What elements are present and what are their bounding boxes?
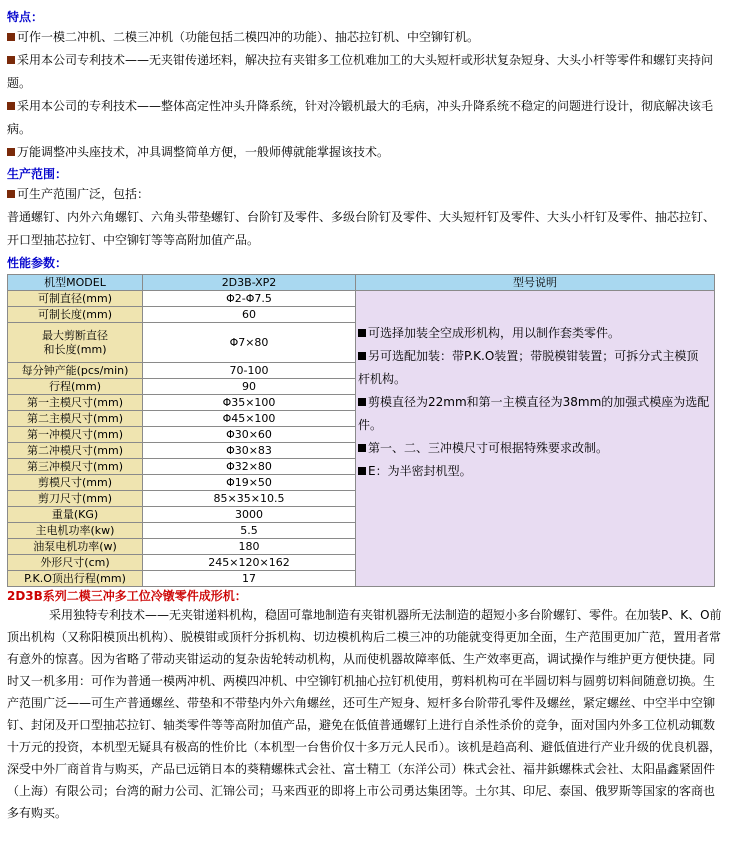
note-text: E：为半密封机型。 bbox=[368, 464, 472, 478]
scope-heading: 生产范围： bbox=[7, 167, 68, 181]
feature-item bbox=[7, 95, 723, 141]
params-heading: 性能参数： bbox=[7, 256, 68, 270]
bullet-icon bbox=[7, 190, 15, 198]
scope-intro-text: 可生产范围广泛，包括： bbox=[17, 187, 150, 201]
header-notes: 型号说明 bbox=[356, 275, 715, 291]
spec-value: 180 bbox=[143, 539, 356, 555]
scope-text: 普通螺钉、内外六角螺钉、六角头带垫螺钉、台阶钉及零件、多级台阶钉及零件、大头短杆钉及零件、大头小杆钉及零件、抽芯拉钉、开口型抽芯拉钉、中空铆钉等等高附加值产品。 bbox=[7, 210, 716, 247]
spec-value: 90 bbox=[143, 379, 356, 395]
spec-value: Φ2-Φ7.5 bbox=[143, 291, 356, 307]
spec-label: 主电机功率(kw) bbox=[8, 523, 143, 539]
spec-value: 85×35×10.5 bbox=[143, 491, 356, 507]
spec-value: 245×120×162 bbox=[143, 555, 356, 571]
spec-table bbox=[7, 274, 715, 587]
header-model-value: 2D3B-XP2 bbox=[143, 275, 356, 291]
bullet-icon bbox=[358, 444, 366, 452]
spec-value: Φ30×60 bbox=[143, 427, 356, 443]
feature-item bbox=[7, 49, 723, 95]
spec-body bbox=[8, 291, 715, 587]
spec-label: 第二冲模尺寸(mm) bbox=[8, 443, 143, 459]
spec-label: 重量(KG) bbox=[8, 507, 143, 523]
spec-value: Φ45×100 bbox=[143, 411, 356, 427]
spec-notes bbox=[356, 291, 715, 587]
spec-label: 第一冲模尺寸(mm) bbox=[8, 427, 143, 443]
spec-label: 可制长度(mm) bbox=[8, 307, 143, 323]
note-item bbox=[358, 345, 710, 391]
spec-label: 剪模尺寸(mm) bbox=[8, 475, 143, 491]
feature-text: 采用本公司的专利技术——整体高定性冲头升降系统，针对冷锻机最大的毛病，冲头升降系统不稳定的问题进行设计，彻底解决该毛病。 bbox=[7, 99, 714, 136]
header-model-label: 机型MODEL bbox=[8, 275, 143, 291]
note-item bbox=[358, 322, 710, 345]
features-list bbox=[7, 26, 723, 164]
description-text: 采用独特专利技术——无夹钳递料机构，稳固可靠地制造有夹钳机器所无法制造的超短小多台阶螺钉、零件。在加装P、K、O前顶出机构（又称阳模顶出机构）、脱模钳或顶杆分拆机构、切边模机构后二模三冲的功能就变得更加全面，生产范围更加广范，置用者常有意外的惊喜。因为省略了带动夹钳运动的复杂齿轮转动机构，从而使机器故障率低、生产效率更高，调试操作与维护更方便快捷。同时又一机多用：可作为普通一模两冲机、两模四冲机、中空铆钉机抽心拉钉机使用，剪料机构可在半圆切料与圆剪切料间随意切换。生产范围广泛——可生产普通螺丝、带垫和不带垫内外六角螺丝，还可生产短身、短杆多台阶带孔零件及螺丝，紧定螺丝、中空半中空铆钉、封闭及开口型抽芯拉钉、轴类零件等等高附加值产品，避免在低值普通螺钉上进行自杀性杀价的竞争，面对国内外多工位机动辄数十万元的投资，本机型无疑具有极高的性价比（本机型一台售价仅十多万元人民币）。该机是趋高利、避低值进行产业升级的优良机器，深受中外厂商首肯与购买，产品已远销日本的葵精螺株式会社、富士精工（东洋公司）株式会社、福井鋲螺株式会社、太阳晶鑫紧固件（上海）有限公司；台湾的耐力公司、汇锦公司；马来西亚的即将上市公司勇达集团等。土尔其、印尼、泰国、俄罗斯等国家的客商也多有购买。 bbox=[7, 608, 722, 820]
note-text: 剪模直径为22mm和第一主模直径为38mm的加强式模座为选配件。 bbox=[358, 395, 710, 432]
spec-value: Φ32×80 bbox=[143, 459, 356, 475]
spec-value: 60 bbox=[143, 307, 356, 323]
spec-label: P.K.O顶出行程(mm) bbox=[8, 571, 143, 587]
spec-label: 第二主模尺寸(mm) bbox=[8, 411, 143, 427]
scope-intro bbox=[7, 183, 723, 206]
bullet-icon bbox=[7, 56, 15, 64]
spec-value: Φ35×100 bbox=[143, 395, 356, 411]
page bbox=[7, 0, 723, 824]
bullet-icon bbox=[7, 33, 15, 41]
spec-value: 70-100 bbox=[143, 363, 356, 379]
features-heading: 特点： bbox=[7, 10, 44, 24]
feature-text: 可作一模二冲机、二模三冲机（功能包括二模四冲的功能）、抽芯拉钉机、中空铆钉机。 bbox=[17, 30, 480, 44]
feature-text: 万能调整冲头座技术，冲具调整简单方便，一般师傅就能掌握该技术。 bbox=[17, 145, 390, 159]
spec-value: Φ7×80 bbox=[143, 323, 356, 363]
spec-header-row bbox=[8, 275, 715, 291]
spec-label: 油泵电机功率(w) bbox=[8, 539, 143, 555]
bullet-icon bbox=[358, 329, 366, 337]
spec-label: 剪刀尺寸(mm) bbox=[8, 491, 143, 507]
spec-row bbox=[8, 291, 715, 307]
spec-label: 行程(mm) bbox=[8, 379, 143, 395]
bullet-icon bbox=[7, 102, 15, 110]
spec-value: 5.5 bbox=[143, 523, 356, 539]
note-text: 可选择加装全空成形机构，用以制作套类零件。 bbox=[368, 326, 621, 340]
spec-label: 外形尺寸(cm) bbox=[8, 555, 143, 571]
spec-label: 第三冲模尺寸(mm) bbox=[8, 459, 143, 475]
spec-value: 3000 bbox=[143, 507, 356, 523]
spec-value: Φ30×83 bbox=[143, 443, 356, 459]
feature-item bbox=[7, 26, 723, 49]
note-text: 另可选配加装：带P.K.O装置；带脱模钳装置；可拆分式主模顶杆机构。 bbox=[358, 349, 699, 386]
description-title: 2D3B系列二模三冲多工位冷镦零件成形机： bbox=[7, 589, 247, 603]
note-text: 第一、二、三冲模尺寸可根据特殊要求改制。 bbox=[368, 441, 609, 455]
bullet-icon bbox=[358, 398, 366, 406]
spec-label: 可制直径(mm) bbox=[8, 291, 143, 307]
spec-label: 每分钟产能(pcs/min) bbox=[8, 363, 143, 379]
feature-text: 采用本公司专利技术——无夹钳传递坯料，解决拉有夹钳多工位机难加工的大头短杆或形状复杂短身、大头小杆等零件和螺钉夹持问题。 bbox=[7, 53, 714, 90]
feature-item bbox=[7, 141, 723, 164]
note-item bbox=[358, 437, 710, 460]
bullet-icon bbox=[7, 148, 15, 156]
bullet-icon bbox=[358, 467, 366, 475]
spec-label: 最大剪断直径 和长度(mm) bbox=[8, 323, 143, 363]
note-item bbox=[358, 391, 710, 437]
spec-label: 第一主模尺寸(mm) bbox=[8, 395, 143, 411]
bullet-icon bbox=[358, 352, 366, 360]
note-item bbox=[358, 460, 710, 483]
spec-value: Φ19×50 bbox=[143, 475, 356, 491]
spec-value: 17 bbox=[143, 571, 356, 587]
